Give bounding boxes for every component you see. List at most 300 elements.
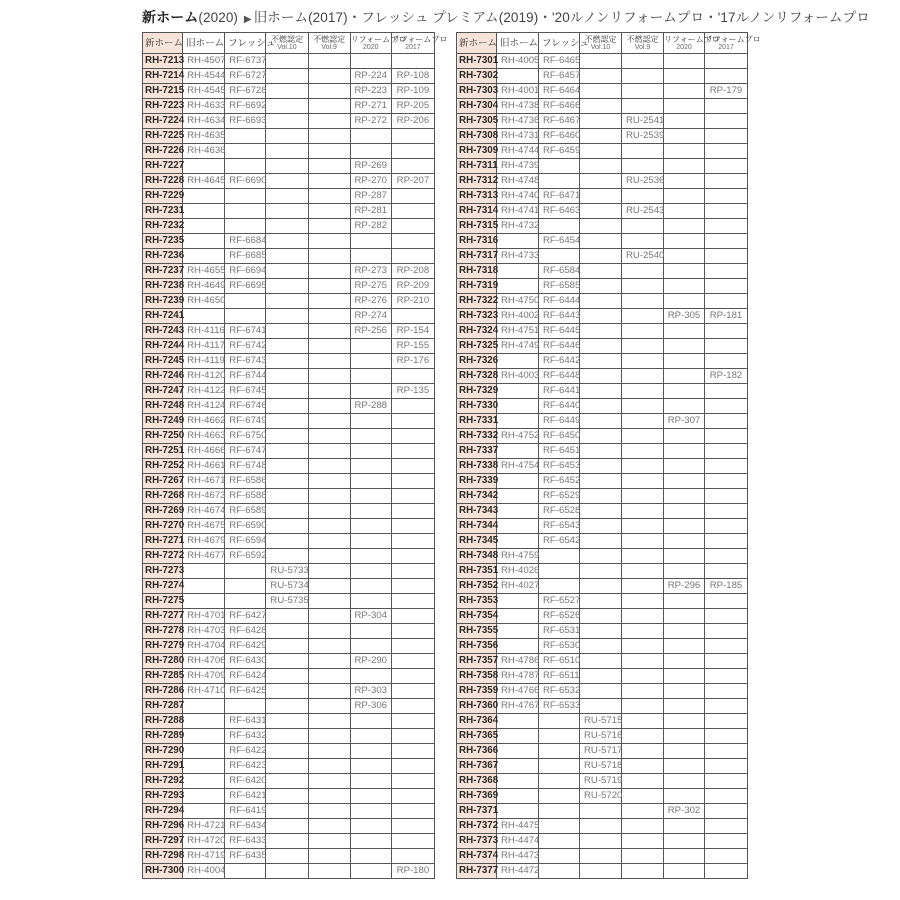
cell-new-home: RH-7227 (143, 159, 183, 174)
table-row (457, 714, 748, 729)
cell-old-home: RH-4709 (183, 669, 225, 684)
cell-reform-pro-2017: RP-180 (391, 864, 434, 879)
cell-old-home: RH-4749 (497, 339, 539, 354)
cell-reform-pro-2017 (705, 204, 748, 219)
cell-reform-pro-2020 (350, 804, 391, 819)
title-new-home: 新ホーム (142, 9, 199, 25)
cell-reform-pro-2020 (350, 519, 391, 534)
cell-old-home: RH-4507 (183, 54, 225, 69)
cell-old-home: RH-4674 (183, 504, 225, 519)
cell-reform-pro-2017 (705, 804, 748, 819)
cell-reform-pro-2020 (350, 354, 391, 369)
cell-fireproof-vol9 (308, 339, 350, 354)
cell-reform-pro-2017 (391, 399, 434, 414)
cell-new-home: RH-7248 (143, 399, 183, 414)
cell-reform-pro-2020 (664, 729, 705, 744)
cell-reform-pro-2017 (391, 654, 434, 669)
header-reform-pro-2017 (705, 33, 761, 54)
cell-reform-pro-2017 (391, 789, 434, 804)
cell-old-home: RH-4004 (183, 864, 225, 879)
cell-new-home: RH-7337 (457, 444, 497, 459)
cell-new-home: RH-7225 (143, 129, 183, 144)
cell-old-home (183, 564, 225, 579)
cell-fireproof-vol9 (622, 654, 664, 669)
cell-fresh (225, 564, 266, 579)
cell-reform-pro-2020: RP-224 (350, 69, 391, 84)
cell-fireproof-vol10 (266, 189, 308, 204)
cell-reform-pro-2020: RP-282 (350, 219, 391, 234)
cell-fireproof-vol10 (266, 159, 308, 174)
cell-new-home: RH-7377 (457, 864, 497, 879)
cell-fresh: RF-6748 (225, 459, 266, 474)
cell-reform-pro-2017 (391, 144, 434, 159)
cell-fireproof-vol10 (266, 804, 308, 819)
cell-fireproof-vol10 (580, 414, 622, 429)
cell-reform-pro-2020 (664, 714, 705, 729)
cell-fresh: RF-6446 (539, 339, 580, 354)
cell-fireproof-vol9 (622, 324, 664, 339)
cell-new-home: RH-7325 (457, 339, 497, 354)
cell-reform-pro-2017 (391, 159, 434, 174)
cell-reform-pro-2017: RP-109 (391, 84, 434, 99)
cell-reform-pro-2017 (391, 564, 434, 579)
header-sublabel: 2020 (362, 43, 379, 51)
cell-fireproof-vol9: RU-2543 (622, 204, 664, 219)
cell-fresh: RF-6430 (225, 654, 266, 669)
cell-reform-pro-2020 (664, 834, 705, 849)
cell-reform-pro-2020 (350, 459, 391, 474)
cell-new-home: RH-7317 (457, 249, 497, 264)
cell-old-home: RH-4645 (183, 174, 225, 189)
cell-fireproof-vol9: RU-2539 (622, 129, 664, 144)
cell-old-home (497, 354, 539, 369)
cell-fireproof-vol9 (308, 204, 350, 219)
header-fresh: フレッシュ (225, 33, 266, 54)
cell-old-home (497, 624, 539, 639)
cell-fireproof-vol9 (622, 834, 664, 849)
cell-new-home: RH-7238 (143, 279, 183, 294)
cell-fireproof-vol10 (580, 354, 622, 369)
cell-new-home: RH-7313 (457, 189, 497, 204)
cell-fireproof-vol10 (266, 174, 308, 189)
cell-fireproof-vol10 (580, 384, 622, 399)
table-row (143, 729, 435, 744)
cell-reform-pro-2017 (391, 459, 434, 474)
header-sublabel: 2017 (718, 43, 734, 51)
cell-fresh: RF-6459 (539, 144, 580, 159)
cell-fresh: RF-6428 (225, 624, 266, 639)
cell-old-home (183, 774, 225, 789)
cell-new-home: RH-7275 (143, 594, 183, 609)
cell-old-home: RH-4124 (183, 399, 225, 414)
cell-old-home: RH-4750 (497, 294, 539, 309)
table-row (457, 99, 748, 114)
cell-reform-pro-2017 (705, 519, 748, 534)
cell-reform-pro-2020: RP-290 (350, 654, 391, 669)
cell-fireproof-vol9 (622, 279, 664, 294)
cell-reform-pro-2020 (350, 789, 391, 804)
cell-fireproof-vol10: RU-5734 (266, 579, 308, 594)
cell-fresh: RF-6586 (225, 474, 266, 489)
cell-fireproof-vol10 (266, 744, 308, 759)
table-row (143, 204, 435, 219)
table-row (457, 654, 748, 669)
cell-fresh: RF-6424 (225, 669, 266, 684)
cell-reform-pro-2020 (350, 639, 391, 654)
header-label: 不燃認定 (584, 34, 617, 44)
table-row (143, 864, 435, 879)
cell-new-home: RH-7369 (457, 789, 497, 804)
cell-fresh: RF-6737 (225, 54, 266, 69)
cell-old-home (497, 534, 539, 549)
cell-reform-pro-2020 (664, 519, 705, 534)
cell-fireproof-vol9 (622, 534, 664, 549)
cell-reform-pro-2020: RP-288 (350, 399, 391, 414)
cell-reform-pro-2017 (391, 444, 434, 459)
cell-reform-pro-2017 (391, 519, 434, 534)
cell-fresh: RF-6692 (225, 99, 266, 114)
cell-new-home: RH-7241 (143, 309, 183, 324)
cell-new-home: RH-7338 (457, 459, 497, 474)
cell-fresh: RF-6530 (539, 639, 580, 654)
cell-reform-pro-2020 (664, 84, 705, 99)
cell-fireproof-vol10 (580, 489, 622, 504)
cell-fireproof-vol10: RU-5718 (580, 759, 622, 774)
cell-old-home (183, 234, 225, 249)
table-header (457, 33, 761, 54)
cell-fireproof-vol10 (580, 579, 622, 594)
cell-new-home: RH-7289 (143, 729, 183, 744)
header-label: 不燃認定 (626, 34, 659, 44)
cell-new-home: RH-7274 (143, 579, 183, 594)
cell-new-home: RH-7243 (143, 324, 183, 339)
cell-fresh (539, 849, 580, 864)
cell-fireproof-vol10 (580, 459, 622, 474)
table-row (143, 219, 435, 234)
cell-reform-pro-2020 (664, 624, 705, 639)
cell-fresh: RF-6419 (225, 804, 266, 819)
cell-fireproof-vol9 (308, 774, 350, 789)
cell-fresh: RF-6431 (225, 714, 266, 729)
cell-fireproof-vol9 (308, 579, 350, 594)
cell-fireproof-vol9 (308, 564, 350, 579)
cell-fresh: RF-6433 (225, 834, 266, 849)
cell-new-home: RH-7237 (143, 264, 183, 279)
table-row (143, 294, 435, 309)
cell-fresh (539, 714, 580, 729)
cell-new-home: RH-7312 (457, 174, 497, 189)
cell-reform-pro-2020 (664, 339, 705, 354)
cell-reform-pro-2017 (391, 504, 434, 519)
cell-new-home: RH-7293 (143, 789, 183, 804)
cell-fresh (225, 159, 266, 174)
table-row (143, 234, 435, 249)
cell-fireproof-vol9 (622, 369, 664, 384)
cell-reform-pro-2017: RP-135 (391, 384, 434, 399)
cell-fireproof-vol9 (622, 99, 664, 114)
cell-fireproof-vol10 (266, 459, 308, 474)
cell-fireproof-vol9 (622, 84, 664, 99)
table-row (457, 444, 748, 459)
cell-fresh: RF-6684 (225, 234, 266, 249)
cell-old-home: RH-4720 (183, 834, 225, 849)
cell-fresh: RF-6420 (225, 774, 266, 789)
cell-old-home: RH-4673 (183, 489, 225, 504)
cell-old-home (183, 249, 225, 264)
cell-fireproof-vol9 (308, 384, 350, 399)
cell-fresh: RF-6448 (539, 369, 580, 384)
cell-reform-pro-2017 (391, 534, 434, 549)
cell-fireproof-vol10 (266, 669, 308, 684)
cell-new-home: RH-7323 (457, 309, 497, 324)
cell-fireproof-vol10 (580, 339, 622, 354)
cell-old-home (497, 609, 539, 624)
cell-reform-pro-2020 (664, 744, 705, 759)
cell-fireproof-vol10 (580, 399, 622, 414)
cell-old-home: RH-4787 (497, 669, 539, 684)
cell-old-home: RH-4751 (497, 324, 539, 339)
table-row (143, 99, 435, 114)
table-row (457, 684, 748, 699)
cell-fresh (539, 744, 580, 759)
cell-new-home: RH-7374 (457, 849, 497, 864)
cell-fireproof-vol10: RU-5735 (266, 594, 308, 609)
cell-reform-pro-2017 (391, 834, 434, 849)
cell-reform-pro-2017 (705, 669, 748, 684)
cell-reform-pro-2020 (350, 849, 391, 864)
cell-reform-pro-2017 (705, 474, 748, 489)
cell-fresh: RF-6457 (539, 69, 580, 84)
cell-fireproof-vol9 (622, 699, 664, 714)
cell-old-home: RH-4736 (497, 114, 539, 129)
cell-new-home: RH-7247 (143, 384, 183, 399)
cell-old-home: RH-4675 (183, 519, 225, 534)
cell-fresh (225, 864, 266, 879)
cell-reform-pro-2017 (391, 759, 434, 774)
cell-reform-pro-2017 (705, 654, 748, 669)
cell-fresh: RF-6434 (225, 819, 266, 834)
cell-reform-pro-2020 (350, 834, 391, 849)
cell-reform-pro-2020 (350, 444, 391, 459)
cell-old-home: RH-4701 (183, 609, 225, 624)
cell-fireproof-vol10 (580, 669, 622, 684)
cell-old-home: RH-4733 (497, 249, 539, 264)
cell-fireproof-vol10: RU-5720 (580, 789, 622, 804)
table-row (143, 504, 435, 519)
cell-fireproof-vol10 (580, 264, 622, 279)
cell-fireproof-vol10 (580, 144, 622, 159)
cell-old-home (497, 594, 539, 609)
cell-new-home: RH-7251 (143, 444, 183, 459)
cell-fresh: RF-6594 (225, 534, 266, 549)
cell-fireproof-vol10 (266, 609, 308, 624)
cell-reform-pro-2020 (664, 444, 705, 459)
cell-fireproof-vol9 (622, 219, 664, 234)
table-row (143, 684, 435, 699)
cell-fresh: RF-6423 (225, 759, 266, 774)
cell-reform-pro-2017 (391, 204, 434, 219)
cell-new-home: RH-7345 (457, 534, 497, 549)
cell-old-home: RH-4655 (183, 264, 225, 279)
cell-old-home: RH-4677 (183, 549, 225, 564)
cell-old-home (497, 234, 539, 249)
header-sublabel: 2017 (405, 43, 421, 51)
cell-reform-pro-2017: RP-154 (391, 324, 434, 339)
cell-fresh: RF-6432 (225, 729, 266, 744)
cell-fireproof-vol10 (580, 69, 622, 84)
table-row (457, 309, 748, 324)
cell-old-home (183, 804, 225, 819)
table-row (457, 279, 748, 294)
cell-reform-pro-2017 (705, 444, 748, 459)
cell-reform-pro-2020 (350, 144, 391, 159)
cell-fireproof-vol10 (266, 294, 308, 309)
table-row (457, 504, 748, 519)
header-new-home: 新ホーム (457, 33, 497, 54)
cell-fireproof-vol10 (266, 279, 308, 294)
cell-reform-pro-2020: RP-269 (350, 159, 391, 174)
cell-reform-pro-2020: RP-273 (350, 264, 391, 279)
cell-fresh: RF-6454 (539, 234, 580, 249)
cell-reform-pro-2020 (664, 864, 705, 879)
table-row (457, 744, 748, 759)
cell-reform-pro-2017 (391, 309, 434, 324)
cell-reform-pro-2017 (391, 849, 434, 864)
cell-fireproof-vol9 (308, 159, 350, 174)
cell-reform-pro-2017 (705, 489, 748, 504)
cell-fireproof-vol10 (580, 519, 622, 534)
table-row (457, 759, 748, 774)
cell-fireproof-vol10 (266, 519, 308, 534)
cell-fireproof-vol9: RU-2536 (622, 174, 664, 189)
cell-reform-pro-2020: RP-304 (350, 609, 391, 624)
cell-old-home: RH-4786 (497, 654, 539, 669)
table-row (457, 414, 748, 429)
table-row (457, 639, 748, 654)
cell-fireproof-vol10 (580, 549, 622, 564)
cell-reform-pro-2020 (350, 339, 391, 354)
cell-fresh: RF-6511 (539, 669, 580, 684)
cell-reform-pro-2020: RP-275 (350, 279, 391, 294)
cell-new-home: RH-7288 (143, 714, 183, 729)
table-row (143, 714, 435, 729)
cell-reform-pro-2020 (664, 294, 705, 309)
table-row (143, 759, 435, 774)
cell-new-home: RH-7368 (457, 774, 497, 789)
cell-old-home: RH-4634 (183, 114, 225, 129)
header-sublabel: Vol.10 (277, 43, 297, 51)
cell-reform-pro-2020: RP-281 (350, 204, 391, 219)
table-row (457, 204, 748, 219)
table-row (457, 699, 748, 714)
cell-fireproof-vol10: RU-5716 (580, 729, 622, 744)
cell-fresh (225, 294, 266, 309)
cell-new-home: RH-7252 (143, 459, 183, 474)
cell-fresh: RF-6589 (225, 504, 266, 519)
header-old-home: 旧ホーム (497, 33, 539, 54)
cell-old-home (183, 729, 225, 744)
table-row (143, 534, 435, 549)
cell-old-home: RH-4662 (183, 414, 225, 429)
cell-fireproof-vol10: RU-5717 (580, 744, 622, 759)
cell-reform-pro-2017 (705, 189, 748, 204)
cell-old-home (497, 384, 539, 399)
table-row (143, 489, 435, 504)
cell-old-home (497, 69, 539, 84)
cell-new-home: RH-7229 (143, 189, 183, 204)
table-row (143, 849, 435, 864)
cell-new-home: RH-7267 (143, 474, 183, 489)
table-row (457, 234, 748, 249)
cell-new-home: RH-7300 (143, 864, 183, 879)
cell-fireproof-vol9 (308, 459, 350, 474)
table-row (457, 429, 748, 444)
cell-reform-pro-2020 (350, 669, 391, 684)
cell-old-home (497, 444, 539, 459)
cell-fresh: RF-6528 (539, 504, 580, 519)
cell-fireproof-vol10 (580, 429, 622, 444)
table-row (143, 354, 435, 369)
cell-reform-pro-2017 (705, 174, 748, 189)
cell-new-home: RH-7318 (457, 264, 497, 279)
cell-old-home (183, 699, 225, 714)
cell-old-home: RH-4027 (497, 579, 539, 594)
table-row (457, 789, 748, 804)
cell-fireproof-vol9 (308, 849, 350, 864)
cell-fireproof-vol9 (308, 369, 350, 384)
cell-fresh: RF-6728 (225, 84, 266, 99)
cell-new-home: RH-7296 (143, 819, 183, 834)
cell-fireproof-vol10 (266, 369, 308, 384)
cell-old-home (183, 714, 225, 729)
cell-reform-pro-2017: RP-206 (391, 114, 434, 129)
cell-new-home: RH-7239 (143, 294, 183, 309)
cell-fireproof-vol10 (580, 114, 622, 129)
table-row (143, 459, 435, 474)
cell-reform-pro-2017: RP-207 (391, 174, 434, 189)
cell-fireproof-vol9 (622, 609, 664, 624)
table-row (143, 789, 435, 804)
cell-old-home: RH-4767 (497, 699, 539, 714)
cell-reform-pro-2020 (664, 534, 705, 549)
table-row (143, 609, 435, 624)
cell-fireproof-vol9 (308, 714, 350, 729)
cell-fireproof-vol9 (622, 594, 664, 609)
cell-fireproof-vol9 (622, 639, 664, 654)
cell-fresh: RF-6425 (225, 684, 266, 699)
cell-reform-pro-2020 (664, 684, 705, 699)
cell-fireproof-vol10 (266, 849, 308, 864)
cell-new-home: RH-7367 (457, 759, 497, 774)
table-row (143, 384, 435, 399)
cell-fresh (539, 564, 580, 579)
cell-fireproof-vol9 (622, 144, 664, 159)
cell-reform-pro-2017: RP-181 (705, 309, 748, 324)
cell-old-home: RH-4636 (183, 144, 225, 159)
cell-reform-pro-2020 (350, 414, 391, 429)
cell-fresh: RF-6531 (539, 624, 580, 639)
cell-reform-pro-2020: RP-256 (350, 324, 391, 339)
cell-fresh: RF-6746 (225, 399, 266, 414)
cell-fresh (539, 819, 580, 834)
cell-fireproof-vol10 (580, 609, 622, 624)
cell-fireproof-vol10 (580, 129, 622, 144)
cell-reform-pro-2020: RP-272 (350, 114, 391, 129)
cell-fireproof-vol9 (622, 774, 664, 789)
cell-fresh: RF-6690 (225, 174, 266, 189)
cell-fireproof-vol9 (622, 744, 664, 759)
table-row (457, 459, 748, 474)
